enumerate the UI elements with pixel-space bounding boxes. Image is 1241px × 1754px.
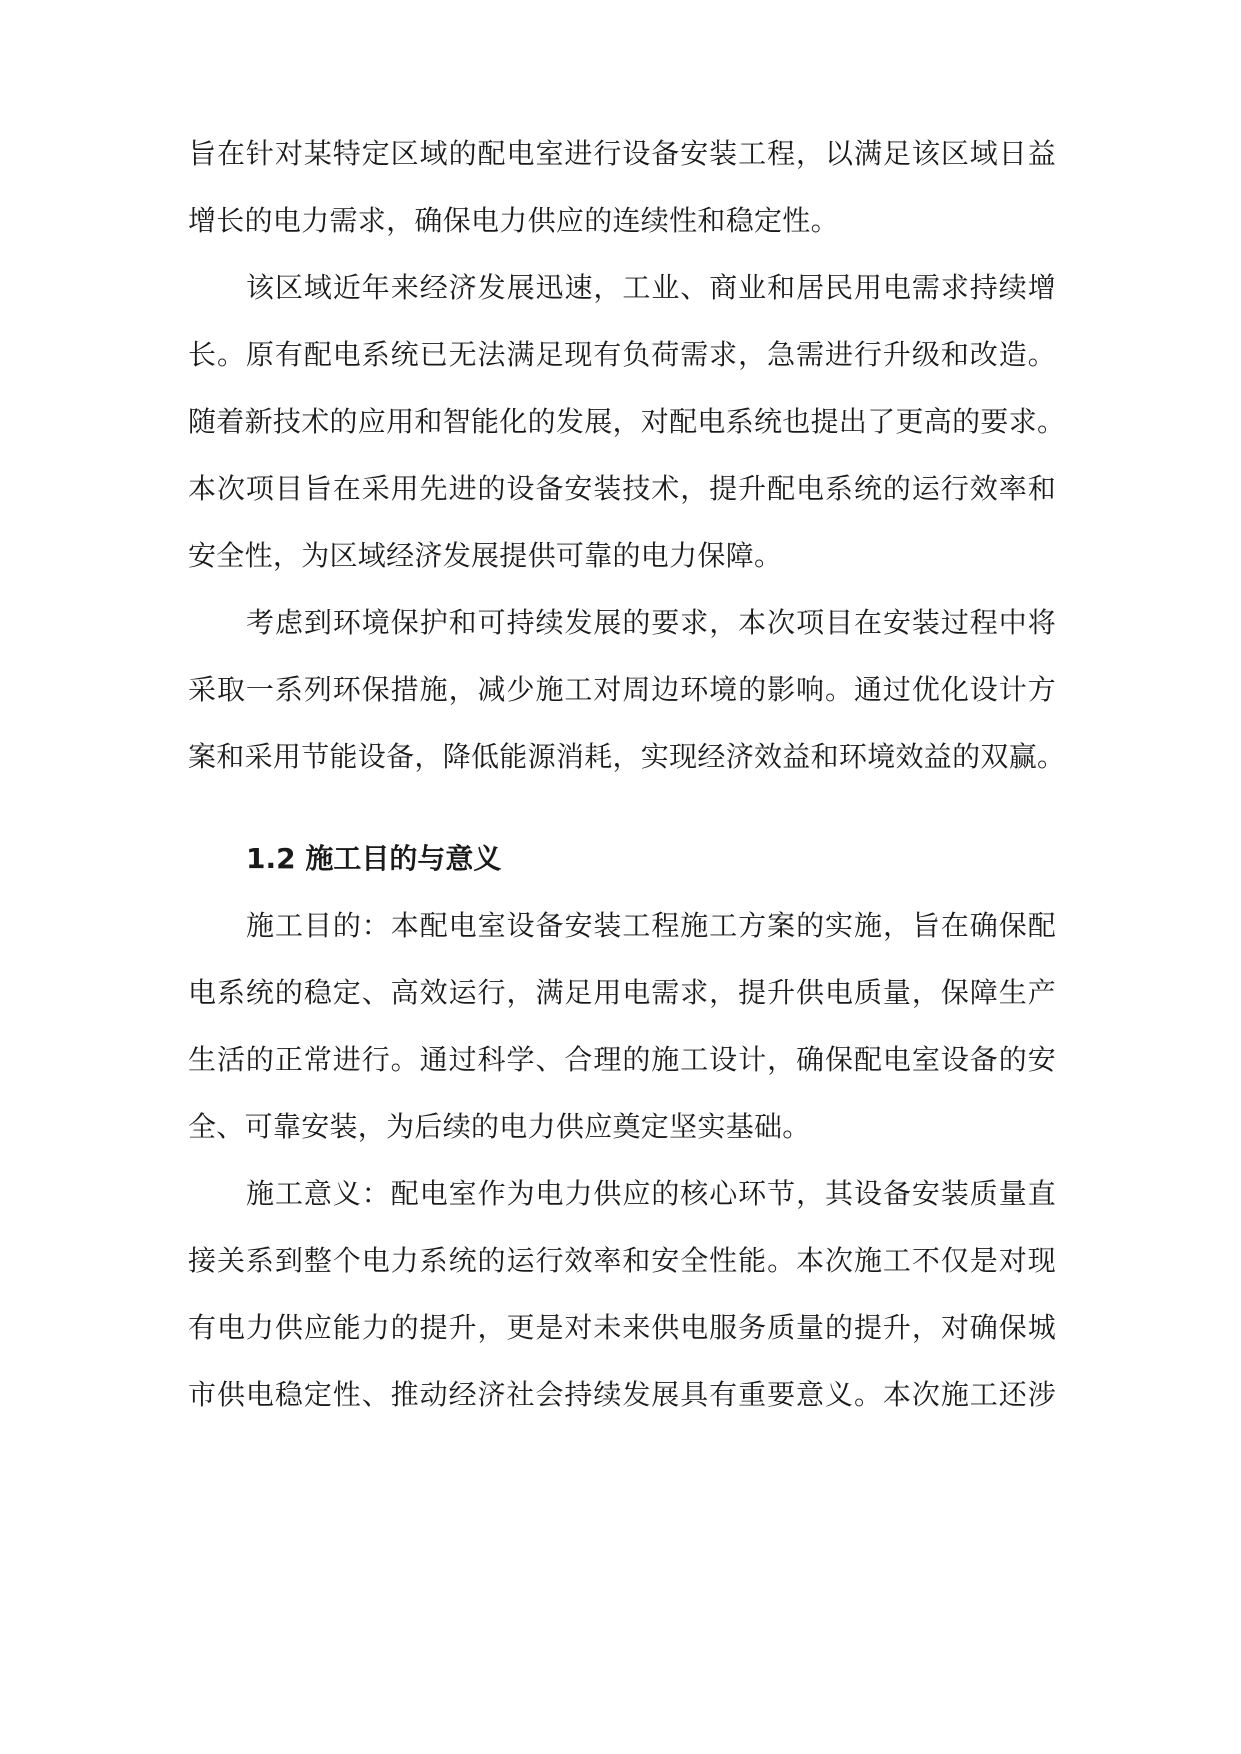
- paragraph-1-line-1: 旨在针对某特定区域的配电室进行设备安装工程，以满足该区域日益: [188, 137, 1056, 170]
- paragraph-2-line-4: 本次项目旨在采用先进的设备安装技术，提升配电系统的运行效率和: [188, 472, 1056, 505]
- section-paragraph-2-line-3: 有电力供应能力的提升，更是对未来供电服务质量的提升，对确保城: [188, 1311, 1056, 1344]
- section-paragraph-2-line-4: 市供电稳定性、推动经济社会持续发展具有重要意义。本次施工还涉: [188, 1378, 1056, 1411]
- paragraph-2-line-3: 随着新技术的应用和智能化的发展，对配电系统也提出了更高的要求。: [188, 405, 1066, 438]
- section-paragraph-1-line-1: 施工目的：本配电室设备安装工程施工方案的实施，旨在确保配: [246, 909, 1056, 942]
- section-heading: 1.2 施工目的与意义: [246, 842, 502, 875]
- paragraph-3-line-1: 考虑到环境保护和可持续发展的要求，本次项目在安装过程中将: [246, 606, 1056, 639]
- paragraph-3-line-3: 案和采用节能设备，降低能源消耗，实现经济效益和环境效益的双赢。: [188, 740, 1066, 773]
- section-paragraph-1-line-2: 电系统的稳定、高效运行，满足用电需求，提升供电质量，保障生产: [188, 976, 1056, 1009]
- document-page: [188, 0, 1066, 1754]
- paragraph-2-line-5: 安全性，为区域经济发展提供可靠的电力保障。: [188, 539, 783, 572]
- paragraph-3-line-2: 采取一系列环保措施，减少施工对周边环境的影响。通过优化设计方: [188, 673, 1056, 706]
- paragraph-2-line-1: 该区域近年来经济发展迅速，工业、商业和居民用电需求持续增: [246, 271, 1056, 304]
- section-paragraph-2-line-1: 施工意义：配电室作为电力供应的核心环节，其设备安装质量直: [246, 1177, 1056, 1210]
- section-paragraph-1-line-3: 生活的正常进行。通过科学、合理的施工设计，确保配电室设备的安: [188, 1043, 1056, 1076]
- section-paragraph-1-line-4: 全、可靠安装，为后续的电力供应奠定坚实基础。: [188, 1110, 811, 1143]
- section-paragraph-2-line-2: 接关系到整个电力系统的运行效率和安全性能。本次施工不仅是对现: [188, 1244, 1056, 1277]
- paragraph-2-line-2: 长。原有配电系统已无法满足现有负荷需求，急需进行升级和改造。: [188, 338, 1056, 371]
- paragraph-1-line-2: 增长的电力需求，确保电力供应的连续性和稳定性。: [188, 204, 839, 237]
